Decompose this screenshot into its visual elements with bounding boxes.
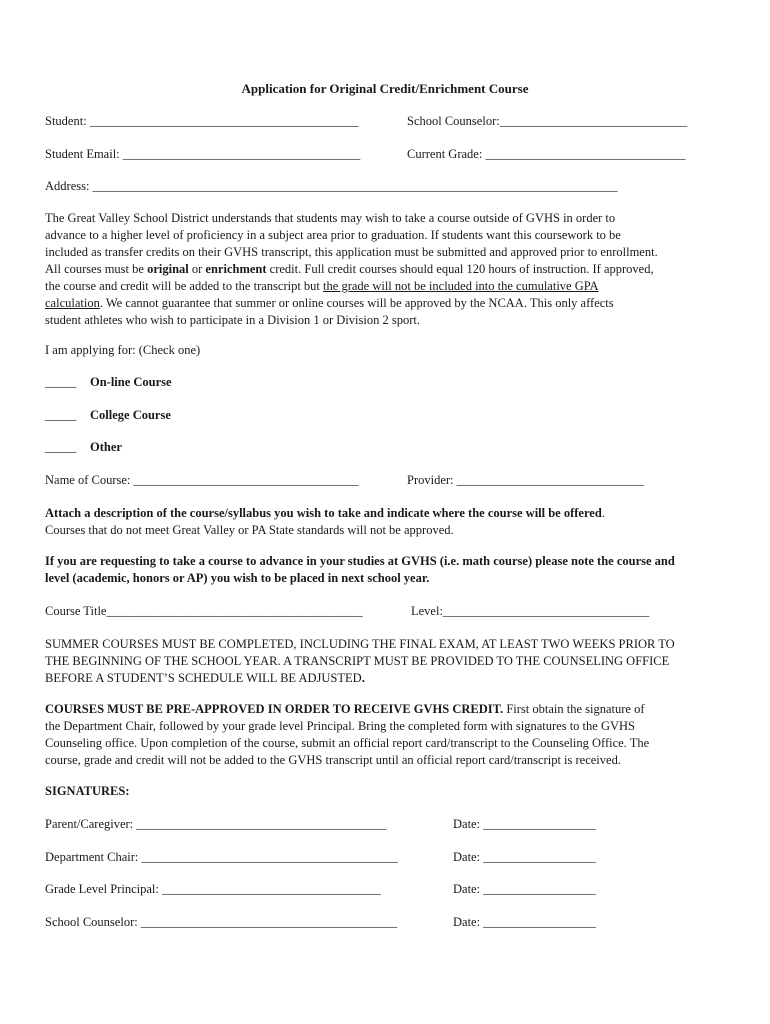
current-grade-field[interactable]: Current Grade: ________________________________ [407,147,686,161]
calculation-underline: calculation [45,296,100,310]
intro-line: calculation. We cannot guarantee that summer or online courses will be approved by the NCAA. This only affects [45,296,614,310]
intro-line: The Great Valley School District understands that students may wish to take a course outside of GVHS in order to [45,211,616,225]
checkbox-blank[interactable]: _____ [45,408,77,422]
address-field[interactable]: Address: ____________________________________________________________________________________ [45,179,618,193]
student-field[interactable]: Student: ___________________________________________ [45,114,359,128]
signatures-heading: SIGNATURES: [45,784,130,798]
preapproval-notice: COURSES MUST BE PRE-APPROVED IN ORDER TO RECEIVE GVHS CREDIT. First obtain the signature of the Department Chair, followed by your grade level Principal. Bring the completed form with signatures to the GVHS Counseling office. Upon completion of the course, submit an official report card/transcript to the Counseling Office. The course, grade and credit will not be added to the GVHS transcript until an official report card/transcript is received. [45,702,650,767]
signature-parent-field[interactable]: Parent/Caregiver: ________________________________________ [45,817,387,831]
intro-paragraph [45,210,658,329]
option-label: On-line Course [90,375,172,389]
student-email-field[interactable]: Student Email: ______________________________________ [45,147,361,161]
date-field[interactable]: Date: __________________ [453,915,596,929]
level-field[interactable]: Level:_________________________________ [411,604,650,618]
course-title-field[interactable]: Course Title_________________________________________ [45,604,363,618]
intro-line: the course and credit will be added to the transcript but the grade will not be included into the cumulative GPA [45,279,599,293]
date-field[interactable]: Date: __________________ [453,882,596,896]
provider-field[interactable]: Provider: ______________________________ [407,473,645,487]
checkbox-blank[interactable]: _____ [45,440,77,454]
summer-notice: SUMMER COURSES MUST BE COMPLETED, INCLUDING THE FINAL EXAM, AT LEAST TWO WEEKS PRIOR TO THE BEGINNING OF THE SCHOOL YEAR. A TRANSCRIPT MUST BE PROVIDED TO THE COUNSELING OFFICE BEFORE A STUDENT’S SCHEDULE WILL BE ADJUSTED. [45,637,675,685]
option-other[interactable] [45,439,122,456]
checkbox-blank[interactable]: _____ [45,375,77,389]
applying-prompt: I am applying for: (Check one) [45,343,201,357]
intro-line: included as transfer credits on their GVHS transcript, this application must be submitted and approved prior to enrollment. [45,245,658,259]
intro-line: advance to a higher level of proficiency in a subject area prior to graduation. If students want this coursework to be [45,228,621,242]
option-online[interactable] [45,374,172,391]
option-college[interactable] [45,407,171,424]
school-counselor-field[interactable]: School Counselor:______________________________ [407,114,688,128]
intro-line: student athletes who wish to participate in a Division 1 or Division 2 sport. [45,313,420,327]
signature-principal-field[interactable]: Grade Level Principal: ___________________________________ [45,882,381,896]
enrichment-emphasis: enrichment [205,262,267,276]
intro-line: All courses must be original or enrichment credit. Full credit courses should equal 120 hours of instruction. If approved, [45,262,654,276]
signature-counselor-field[interactable]: School Counselor: _________________________________________ [45,915,398,929]
name-of-course-field[interactable]: Name of Course: ____________________________________ [45,473,359,487]
option-label: College Course [90,408,171,422]
option-label: Other [90,440,122,454]
signature-department-chair-field[interactable]: Department Chair: _________________________________________ [45,850,398,864]
original-emphasis: original [147,262,189,276]
attach-instructions: Attach a description of the course/syllabus you wish to take and indicate where the course will be offered. Courses that do not meet Great Valley or PA State standards will not be approved. [45,506,605,537]
gpa-underline: the grade will not be included into the cumulative GPA [323,279,599,293]
date-field[interactable]: Date: __________________ [453,817,596,831]
date-field[interactable]: Date: __________________ [453,850,596,864]
page-title: Application for Original Credit/Enrichment Course [241,81,529,96]
advance-instructions: If you are requesting to take a course to advance in your studies at GVHS (i.e. math course) please note the course and level (academic, honors or AP) you wish to be placed in next school year. [45,554,675,585]
